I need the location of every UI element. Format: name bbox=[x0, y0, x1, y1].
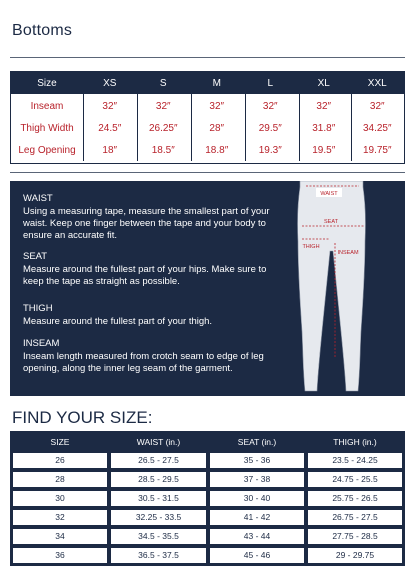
column-divider bbox=[299, 94, 300, 161]
page-title: Bottoms bbox=[12, 22, 73, 39]
cell-value: 24.5″ bbox=[98, 122, 122, 134]
seat-instructions bbox=[23, 251, 273, 288]
find-your-size-title: FIND YOUR SIZE: bbox=[12, 408, 153, 427]
find-your-size-table bbox=[10, 431, 405, 566]
waist-cell: 36.5 - 37.5 bbox=[111, 548, 206, 563]
waist-cell: 30.5 - 31.5 bbox=[111, 491, 206, 506]
table-row bbox=[11, 451, 404, 470]
column-divider bbox=[83, 94, 84, 161]
size-cell: 30 bbox=[13, 491, 107, 506]
cell-value: 31.8″ bbox=[312, 122, 336, 134]
cell-value: 32″ bbox=[102, 100, 118, 112]
seat-cell: 41 - 42 bbox=[210, 510, 304, 525]
cell-value: 34.25″ bbox=[362, 122, 392, 134]
row-label: Leg Opening bbox=[18, 144, 76, 156]
body-figure-illustration bbox=[284, 181, 394, 396]
size-chart-header-xl: XL bbox=[317, 77, 330, 89]
seat-cell: 35 - 36 bbox=[210, 453, 304, 468]
size-cell: 34 bbox=[13, 529, 107, 544]
cell-value: 28″ bbox=[209, 122, 225, 134]
inseam-heading: INSEAM bbox=[23, 338, 60, 349]
column-divider bbox=[137, 94, 138, 161]
table-row bbox=[11, 470, 404, 489]
seat-heading: SEAT bbox=[23, 251, 48, 262]
size-cell: 28 bbox=[13, 472, 107, 487]
waist-heading: WAIST bbox=[23, 193, 53, 204]
cell-value: 32″ bbox=[369, 100, 385, 112]
cell-value: 26.25″ bbox=[148, 122, 178, 134]
seat-cell: 43 - 44 bbox=[210, 529, 304, 544]
thigh-cell: 24.75 - 25.5 bbox=[308, 472, 402, 487]
column-divider bbox=[351, 94, 352, 161]
cell-value: 29.5″ bbox=[258, 122, 282, 134]
size-chart-header-xs: XS bbox=[103, 77, 117, 89]
seat-figure-label: SEAT bbox=[324, 219, 338, 225]
size-chart-header-m: M bbox=[212, 77, 221, 89]
seat-cell: 45 - 46 bbox=[210, 548, 304, 563]
size-chart-row-inseam bbox=[11, 95, 404, 117]
size-chart-header-l: L bbox=[267, 77, 274, 89]
size-chart-row-thigh-width bbox=[11, 117, 404, 139]
size-chart-table bbox=[10, 71, 405, 164]
row-label: Thigh Width bbox=[20, 122, 74, 134]
size-cell: 26 bbox=[13, 453, 107, 468]
table-row bbox=[11, 527, 404, 546]
cell-value: 32″ bbox=[262, 100, 278, 112]
seat-cell: 30 - 40 bbox=[210, 491, 304, 506]
size-chart-row-leg-opening bbox=[11, 139, 404, 161]
inseam-text: Inseam length measured from crotch seam to edge of leg opening, along the inner leg seam of the garment. bbox=[23, 351, 264, 374]
find-size-header-row bbox=[11, 432, 404, 451]
table-row bbox=[11, 546, 404, 565]
inseam-instructions bbox=[23, 338, 273, 375]
thigh-cell: 26.75 - 27.5 bbox=[308, 510, 402, 525]
cell-value: 18.5″ bbox=[151, 144, 175, 156]
seat-text: Measure around the fullest part of your hips. Make sure to keep the tape as straight as possible. bbox=[23, 264, 267, 287]
measuring-guide-panel bbox=[10, 181, 405, 396]
header-waist: WAIST (in.) bbox=[136, 436, 181, 447]
size-chart-header-size: Size bbox=[37, 77, 57, 89]
cell-value: 18″ bbox=[102, 144, 118, 156]
cell-value: 19.5″ bbox=[312, 144, 336, 156]
thigh-cell: 23.5 - 24.25 bbox=[308, 453, 402, 468]
cell-value: 32″ bbox=[316, 100, 332, 112]
cell-value: 18.8″ bbox=[205, 144, 229, 156]
waist-cell: 26.5 - 27.5 bbox=[111, 453, 206, 468]
body-silhouette bbox=[298, 181, 366, 391]
inseam-figure-label: INSEAM bbox=[337, 250, 359, 256]
table-row bbox=[11, 508, 404, 527]
size-chart-header-xxl: XXL bbox=[367, 77, 387, 89]
row-label: Inseam bbox=[30, 100, 64, 112]
waist-figure-label: WAIST bbox=[320, 191, 338, 197]
size-chart-header-s: S bbox=[159, 77, 167, 89]
header-thigh: THIGH (in.) bbox=[333, 436, 377, 447]
cell-value: 19.3″ bbox=[258, 144, 282, 156]
header-seat: SEAT (in.) bbox=[237, 436, 277, 447]
thigh-heading: THIGH bbox=[23, 303, 53, 314]
waist-cell: 34.5 - 35.5 bbox=[111, 529, 206, 544]
cell-value: 19.75″ bbox=[362, 144, 392, 156]
column-divider bbox=[245, 94, 246, 161]
thigh-text: Measure around the fullest part of your thigh. bbox=[23, 316, 213, 327]
waist-text: Using a measuring tape, measure the smallest part of your waist. Keep one finger between the tape and your body to ensure an accurate fit. bbox=[23, 206, 270, 241]
title-divider bbox=[10, 57, 405, 58]
seat-cell: 37 - 38 bbox=[210, 472, 304, 487]
waist-cell: 28.5 - 29.5 bbox=[111, 472, 206, 487]
thigh-cell: 29 - 29.75 bbox=[308, 548, 402, 563]
waist-instructions bbox=[23, 193, 273, 242]
table-row bbox=[11, 489, 404, 508]
size-chart-header-row bbox=[11, 72, 404, 94]
section-divider bbox=[10, 172, 405, 173]
thigh-cell: 27.75 - 28.5 bbox=[308, 529, 402, 544]
size-cell: 36 bbox=[13, 548, 107, 563]
thigh-cell: 25.75 - 26.5 bbox=[308, 491, 402, 506]
cell-value: 32″ bbox=[209, 100, 225, 112]
column-divider bbox=[191, 94, 192, 161]
thigh-instructions bbox=[23, 303, 273, 328]
cell-value: 32″ bbox=[155, 100, 171, 112]
waist-cell: 32.25 - 33.5 bbox=[111, 510, 206, 525]
thigh-figure-label: THIGH bbox=[302, 244, 320, 250]
size-cell: 32 bbox=[13, 510, 107, 525]
header-size: SIZE bbox=[50, 436, 70, 447]
